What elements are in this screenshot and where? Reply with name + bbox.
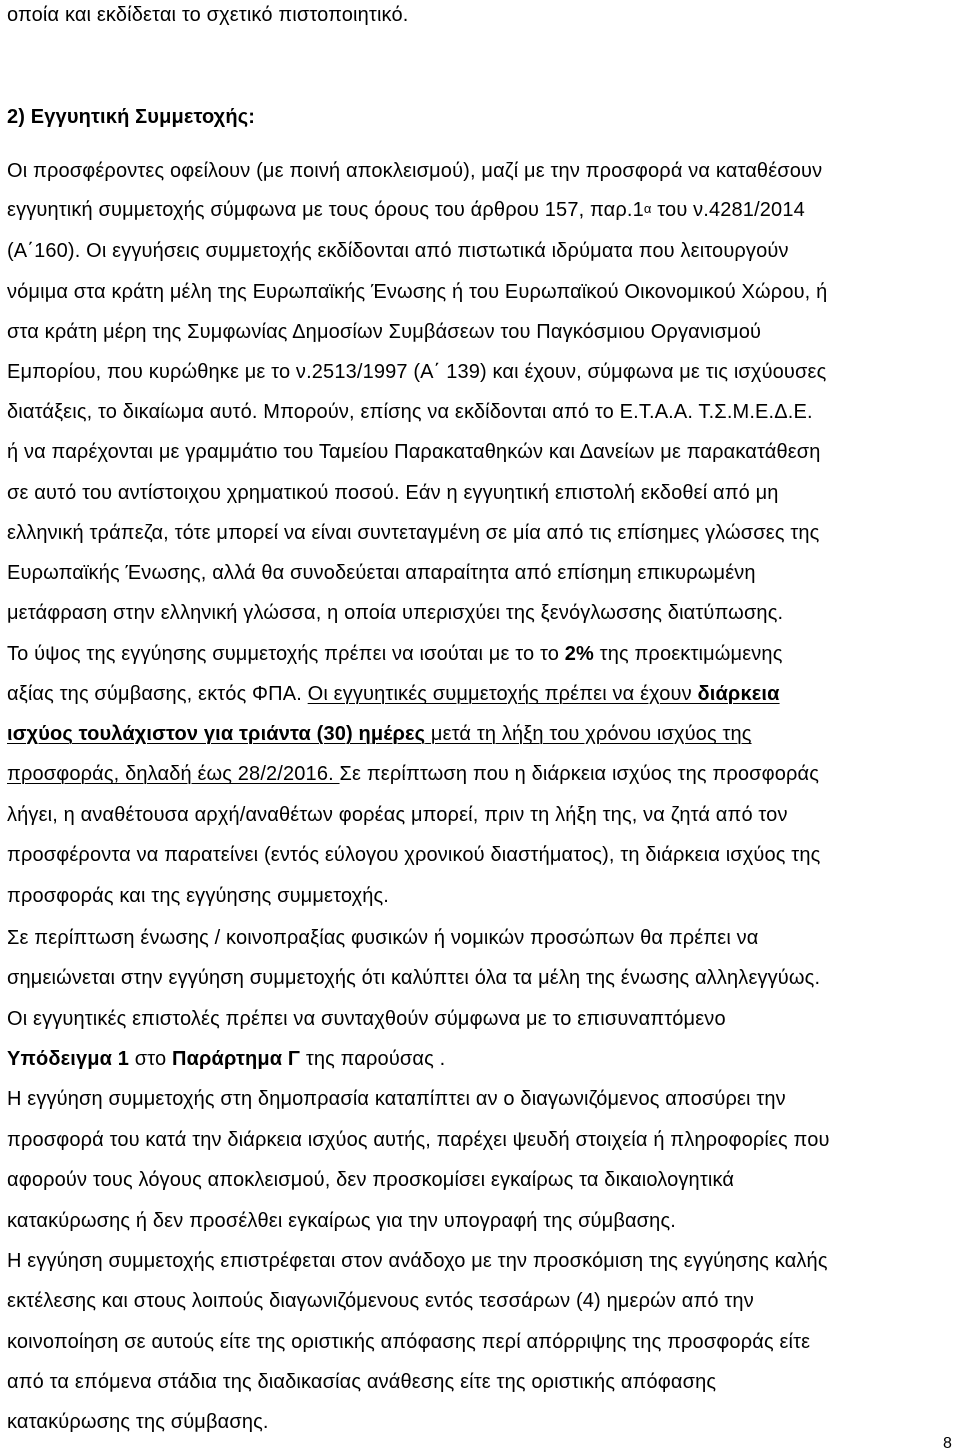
text-line	[7, 682, 780, 706]
text-line	[7, 762, 819, 786]
text-span: προσφοράς και της εγγύησης συμμετοχής.	[7, 885, 390, 907]
text-span: στο	[129, 1048, 172, 1070]
bold-underlined-text: διάρκεια	[697, 683, 780, 705]
bold-percent: 2%	[564, 643, 594, 665]
text-span: (Α΄160). Οι εγγυήσεις συμμετοχής εκδίδονται από πιστωτικά ιδρύματα που λειτουργούν	[7, 240, 789, 262]
text-line	[7, 642, 782, 666]
heading-text: 2) Εγγυητική Συμμετοχής:	[7, 106, 256, 128]
text-line	[7, 884, 389, 908]
text-span: εκτέλεσης και στους λοιπούς διαγωνιζόμενους εντός τεσσάρων (4) ημερών από την	[7, 1290, 754, 1312]
text-line	[7, 1087, 786, 1111]
text-span: από τα επόμενα στάδια της διαδικασίας ανάθεσης είτε της οριστικής απόφασης	[7, 1371, 717, 1393]
text-span: της προεκτιμώμενης	[593, 643, 783, 665]
text-span: κοινοποίηση σε αυτούς είτε της οριστικής απόφασης περί απόρριψης της προσφοράς είτε	[7, 1331, 811, 1353]
text-span: στα κράτη μέρη της Συμφωνίας Δημοσίων Συμβάσεων του Παγκόσμιου Οργανισμού	[7, 321, 762, 343]
text-line	[7, 1249, 828, 1273]
text-line	[7, 159, 822, 183]
text-line	[7, 481, 779, 505]
text-line	[7, 1047, 445, 1071]
text-span: ή να παρέχονται με γραμμάτιο του Ταμείου Παρακαταθηκών και Δανείων με παρακατάθεση	[7, 441, 821, 463]
text-line	[7, 843, 820, 867]
text-span: Σε περίπτωση που η διάρκεια ισχύος της προσφοράς	[339, 763, 820, 785]
text-line	[7, 360, 826, 384]
text-line	[7, 320, 761, 344]
text-line	[7, 561, 756, 585]
text-span: Το ύψος της εγγύησης συμμετοχής πρέπει να ισούται με το το	[7, 643, 565, 665]
text-line	[7, 1370, 716, 1394]
underlined-text: Οι εγγυητικές συμμετοχής πρέπει να έχουν	[307, 683, 698, 705]
page-number: 8	[943, 1435, 953, 1452]
text-span: λήγει, η αναθέτουσα αρχή/αναθέτων φορέας μπορεί, πριν τη λήξη της, να ζητά από τον	[7, 804, 788, 826]
text-line	[7, 280, 827, 304]
text-span: προσφέροντα να παρατείνει (εντός εύλογου χρονικού διαστήματος), τη διάρκεια ισχύος της	[7, 844, 821, 866]
text-span: μετάφραση στην ελληνική γλώσσα, η οποία υπερισχύει της ξενόγλωσσης διατύπωσης.	[7, 602, 784, 624]
text-span: Σε περίπτωση ένωσης / κοινοπραξίας φυσικών ή νομικών προσώπων θα πρέπει να	[7, 927, 759, 949]
superscript: α	[643, 201, 652, 216]
text-span: του ν.4281/2014	[651, 199, 805, 221]
text-line	[7, 521, 819, 545]
text-span: Οι προσφέροντες οφείλουν (με ποινή αποκλεισμού), μαζί με την προσφορά να καταθέσουν	[7, 160, 823, 182]
text-line	[7, 1289, 754, 1313]
text-line	[7, 803, 788, 827]
text-span: κατακύρωσης ή δεν προσέλθει εγκαίρως για την υπογραφή της σύμβασης.	[7, 1210, 676, 1232]
text-line	[7, 926, 758, 950]
text-span: διατάξεις, το δικαίωμα αυτό. Μπορούν, επίσης να εκδίδονται από το Ε.Τ.Α.Α. Τ.Σ.Μ.Ε.Δ.Ε.	[7, 401, 813, 423]
text-line	[7, 1007, 726, 1031]
section-heading	[7, 105, 255, 129]
text-line	[7, 1330, 810, 1354]
text-span: Η εγγύηση συμμετοχής επιστρέφεται στον ανάδοχο με την προσκόμιση της εγγύησης καλής	[7, 1250, 828, 1272]
underlined-text: προσφοράς, δηλαδή έως 28/2/2016.	[7, 763, 340, 785]
text-line	[7, 239, 789, 263]
text-span: της παρούσας .	[300, 1048, 446, 1070]
text-span: Εμπορίου, που κυρώθηκε με το ν.2513/1997 (Α΄ 139) και έχουν, σύμφωνα με τις ισχύουσες	[7, 361, 827, 383]
text-line	[7, 198, 805, 224]
text-line	[7, 3, 408, 27]
text-span: προσφορά του κατά την διάρκεια ισχύος αυτής, παρέχει ψευδή στοιχεία ή πληροφορίες που	[7, 1129, 830, 1151]
bold-text: Υπόδειγμα 1	[7, 1048, 130, 1070]
text-line	[7, 440, 821, 464]
text-span: νόμιμα στα κράτη μέλη της Ευρωπαϊκής Ένωσης ή του Ευρωπαϊκού Οικονομικού Χώρου, ή	[7, 281, 828, 303]
underlined-text: μετά τη λήξη του χρόνου ισχύος της	[425, 723, 752, 745]
text-line	[7, 1410, 269, 1434]
text-line	[7, 1128, 830, 1152]
text-line	[7, 722, 752, 746]
text-span: αφορούν τους λόγους αποκλεισμού, δεν προσκομίσει εγκαίρως τα δικαιολογητικά	[7, 1169, 735, 1191]
text-span: οποία και εκδίδεται το σχετικό πιστοποιητικό.	[7, 4, 409, 26]
text-line	[7, 966, 820, 990]
text-span: εγγυητική συμμετοχής σύμφωνα με τους όρους του άρθρου 157, παρ.1	[7, 199, 644, 221]
text-span: αξίας της σύμβασης, εκτός ΦΠΑ.	[7, 683, 308, 705]
bold-underlined-text: ισχύος τουλάχιστον για τριάντα (30) ημέρες	[7, 723, 426, 745]
text-span: ελληνική τράπεζα, τότε μπορεί να είναι συντεταγμένη σε μία από τις επίσημες γλώσσες της	[7, 522, 820, 544]
text-line	[7, 400, 813, 424]
text-span: σε αυτό του αντίστοιχου χρηματικού ποσού. Εάν η εγγυητική επιστολή εκδοθεί από μη	[7, 482, 779, 504]
text-span: Οι εγγυητικές επιστολές πρέπει να συνταχθούν σύμφωνα με το επισυναπτόμενο	[7, 1008, 726, 1030]
text-line	[7, 1209, 676, 1233]
text-span: κατακύρωσης της σύμβασης.	[7, 1411, 269, 1433]
text-span: Η εγγύηση συμμετοχής στη δημοπρασία καταπίπτει αν ο διαγωνιζόμενος αποσύρει την	[7, 1088, 786, 1110]
text-line	[7, 1168, 734, 1192]
bold-text: Παράρτημα Γ	[171, 1048, 301, 1070]
text-line	[7, 601, 783, 625]
text-span: Ευρωπαϊκής Ένωσης, αλλά θα συνοδεύεται απαραίτητα από επίσημη επικυρωμένη	[7, 562, 756, 584]
text-span: σημειώνεται στην εγγύηση συμμετοχής ότι καλύπτει όλα τα μέλη της ένωσης αλληλεγγύως.	[7, 967, 821, 989]
